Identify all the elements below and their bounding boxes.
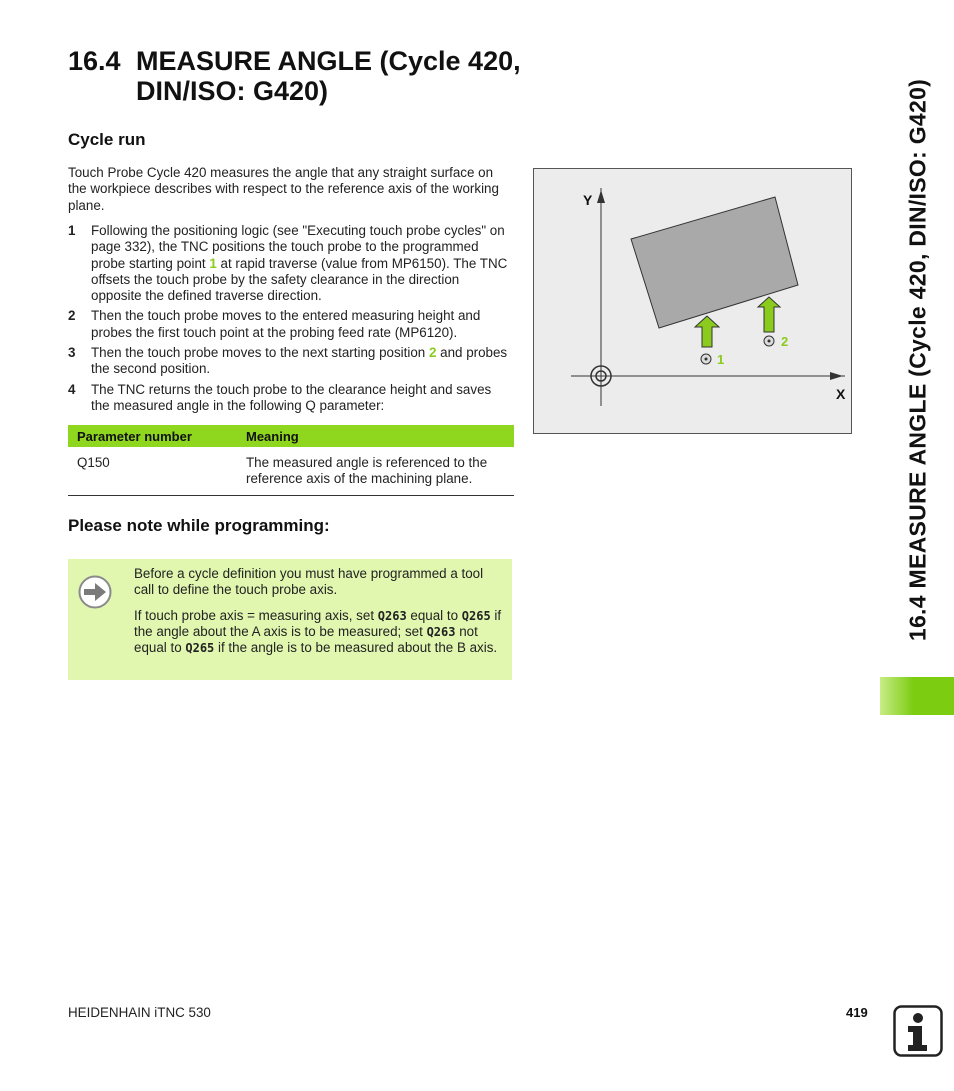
chapter-side-tab — [882, 40, 954, 660]
column-header: Parameter number — [68, 425, 237, 447]
note-paragraph — [134, 608, 506, 656]
section-title: MEASURE ANGLE (Cycle 420, DIN/ISO: G420) — [136, 46, 521, 106]
column-header: Meaning — [237, 425, 514, 447]
step-text: Then the touch probe moves to the next starting position — [91, 345, 429, 361]
code-ref: Q263 — [426, 625, 456, 639]
steps-list — [68, 223, 512, 418]
footer-product: HEIDENHAIN iTNC 530 — [68, 1005, 211, 1020]
point-label-2: 2 — [781, 334, 789, 349]
code-ref: Q265 — [461, 609, 491, 623]
note-paragraph: Before a cycle definition you must have programmed a tool call to define the touch probe axis. — [134, 566, 484, 597]
note-heading: Please note while programming: — [68, 516, 330, 535]
parameter-table — [68, 425, 514, 496]
step-number: 2 — [68, 308, 76, 324]
step-number: 1 — [68, 223, 76, 238]
page-number: 419 — [846, 1005, 868, 1020]
code-ref: Q265 — [185, 641, 215, 655]
code-ref: Q263 — [377, 609, 407, 623]
note-text-part: equal to — [406, 608, 462, 623]
side-tab-label: 16.4 MEASURE ANGLE (Cycle 420, DIN/ISO: G420) — [904, 78, 931, 642]
note-text-part: not equal to — [134, 624, 478, 655]
probe-point-2-center — [768, 340, 771, 343]
meaning-cell: The measured angle is referenced to the reference axis of the machining plane. — [237, 447, 514, 496]
step-item — [68, 223, 512, 304]
step-item — [68, 382, 512, 415]
note-text-part: if the angle about the A axis is to be measured; set — [134, 608, 502, 639]
probe-point-1-center — [705, 358, 708, 361]
step-text: Following the positioning logic (see "Executing touch probe cycles" on page 332), the TNC positions the touch probe to the programmed probe starting point — [91, 223, 505, 271]
angle-measurement-figure — [533, 168, 852, 434]
note-text — [134, 566, 506, 666]
section-number: 16.4 — [68, 46, 121, 76]
intro-paragraph: Touch Probe Cycle 420 measures the angle that any straight surface on the workpiece describes with respect to the reference axis of the working plane. — [68, 165, 499, 213]
point-label-1: 1 — [717, 352, 725, 367]
cycle-run-heading: Cycle run — [68, 130, 146, 149]
table-row — [68, 447, 514, 496]
parameter-cell: Q150 — [68, 447, 237, 496]
point-ref: 2 — [428, 345, 437, 361]
chapter-tab-marker — [880, 677, 954, 715]
note-text-part: if the angle is to be measured about the B axis. — [214, 640, 498, 655]
step-item — [68, 308, 512, 341]
step-text: The TNC returns the touch probe to the clearance height and saves the measured angle in the following Q parameter: — [91, 381, 492, 413]
x-axis-label: X — [836, 386, 846, 402]
step-number: 3 — [68, 345, 76, 361]
step-item — [68, 345, 512, 378]
note-box — [68, 559, 512, 680]
step-number: 4 — [68, 381, 76, 397]
info-icon — [893, 1005, 943, 1057]
arrow-right-icon — [78, 575, 112, 609]
point-ref: 1 — [209, 255, 217, 271]
y-axis-label: Y — [583, 192, 593, 208]
step-text: and probes the second position. — [91, 345, 508, 377]
table-header-row — [68, 425, 514, 447]
step-text: Then the touch probe moves to the entered measuring height and probes the first touch point at the probing feed rate (MP6120). — [91, 308, 481, 340]
note-text-part: If touch probe axis = measuring axis, set — [134, 608, 378, 623]
step-text: at rapid traverse (value from MP6150). The TNC offsets the touch probe by the safety clearance in the direction opposite the defined traverse direction. — [91, 255, 508, 304]
